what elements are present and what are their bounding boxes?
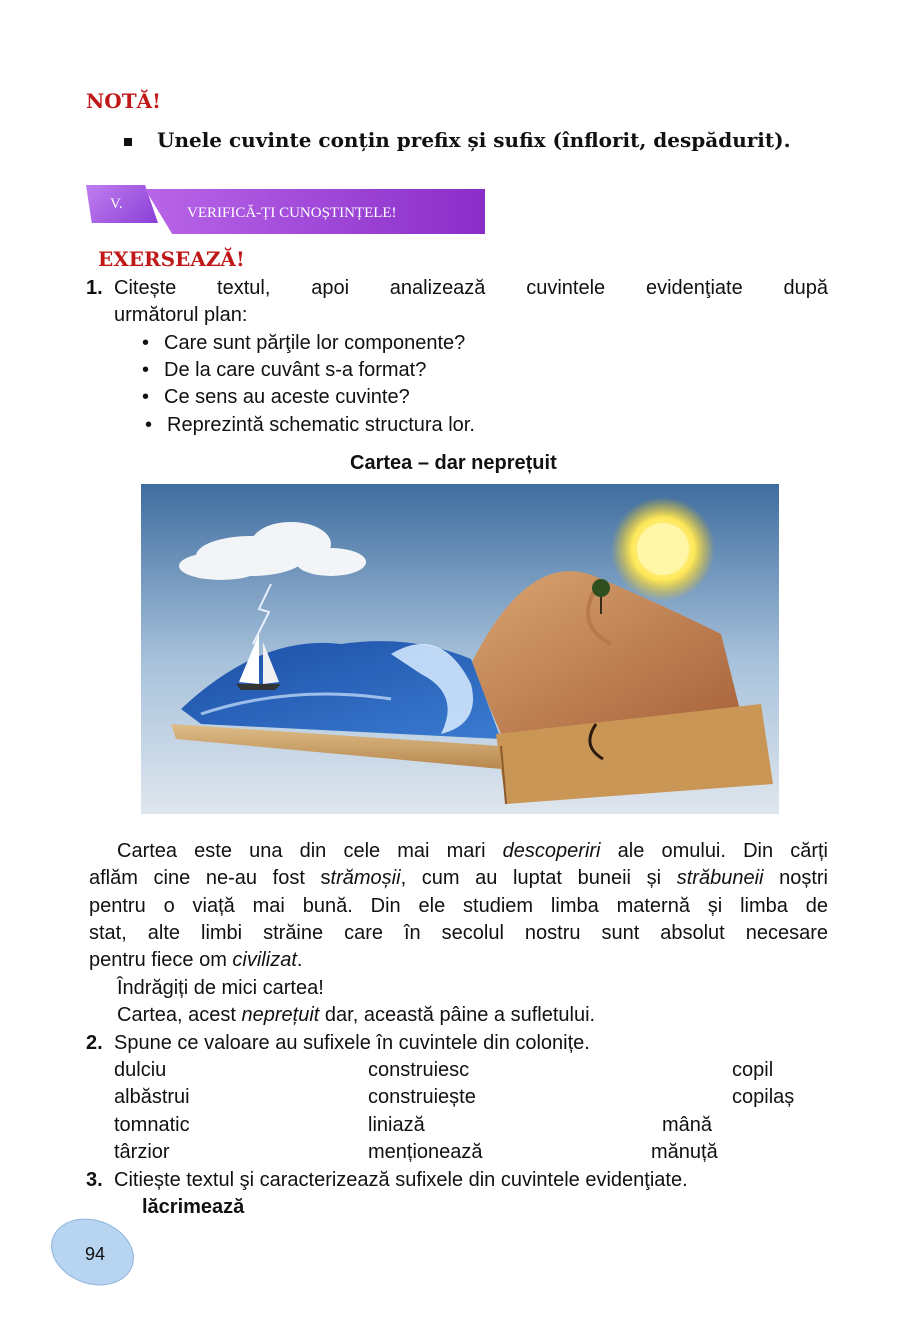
word-cell: liniază	[368, 1114, 425, 1136]
passage-line: Cartea, acest neprețuit dar, această pâine a sufletului.	[117, 1004, 596, 1026]
task3-word: lăcrimează	[142, 1196, 245, 1218]
task1-bullet: • De la care cuvânt s-a format?	[142, 359, 427, 381]
word-cell: albăstrui	[114, 1086, 190, 1108]
word-cell: copil	[732, 1059, 774, 1081]
exercise-heading: EXERSEAZĂ!	[98, 247, 245, 271]
page-number: 94	[85, 1244, 106, 1264]
section-number: V.	[110, 196, 123, 212]
task2-text: Spune ce valoare au sufixele în cuvintele din colonițe.	[114, 1032, 590, 1054]
passage-line: stat, alte limbi străine care în secolul nostru sunt absolut necesare	[89, 922, 828, 944]
square-bullet-icon	[124, 138, 132, 146]
passage-line: Cartea este una din cele mai mari descoperiri ale omului. Din cărți	[117, 840, 829, 862]
passage-line: pentru o viață mai bună. Din ele studiem limba maternă și limba de	[89, 895, 828, 917]
word-cell: menționează	[368, 1141, 483, 1163]
task1-bullet: • Reprezintă schematic structura lor.	[145, 414, 475, 436]
word-cell: tomnatic	[114, 1114, 190, 1136]
word-cell: copilaș	[732, 1086, 795, 1108]
word-cell: construiesc	[368, 1059, 470, 1081]
word-cell: târzior	[114, 1141, 170, 1163]
section-title: VERIFICĂ-ȚI CUNOȘTINȚELE!	[187, 205, 397, 221]
passage-line: Îndrăgiți de mici cartea!	[117, 977, 324, 999]
passage-line: aflăm cine ne-au fost strămoșii, cum au luptat buneii și străbuneii noștri	[89, 867, 828, 889]
task1-number: 1.	[86, 277, 103, 299]
book-illustration	[141, 484, 779, 814]
task2-number: 2.	[86, 1032, 103, 1054]
passage-line: pentru fiece om civilizat.	[89, 949, 303, 971]
word-cell: mănuță	[651, 1141, 718, 1163]
note-text: Unele cuvinte conțin prefix și sufix (înflorit, despădurit).	[157, 128, 791, 152]
word-cell: dulciu	[114, 1059, 167, 1081]
task1-line2: următorul plan:	[114, 304, 248, 326]
task1-bullet: • Care sunt părţile lor componente?	[142, 332, 466, 354]
text-title: Cartea – dar neprețuit	[350, 452, 557, 474]
task3-text: Citiește textul şi caracterizează sufixele din cuvintele evidenţiate.	[114, 1169, 688, 1191]
word-cell: construiește	[368, 1086, 476, 1108]
task1-bullet: • Ce sens au aceste cuvinte?	[142, 386, 410, 408]
note-heading: NOTĂ!	[86, 89, 161, 113]
word-cell: mână	[662, 1114, 713, 1136]
task1-line1: Citește textul, apoi analizează cuvintele evidenţiate după	[114, 277, 828, 299]
task3-number: 3.	[86, 1169, 103, 1191]
